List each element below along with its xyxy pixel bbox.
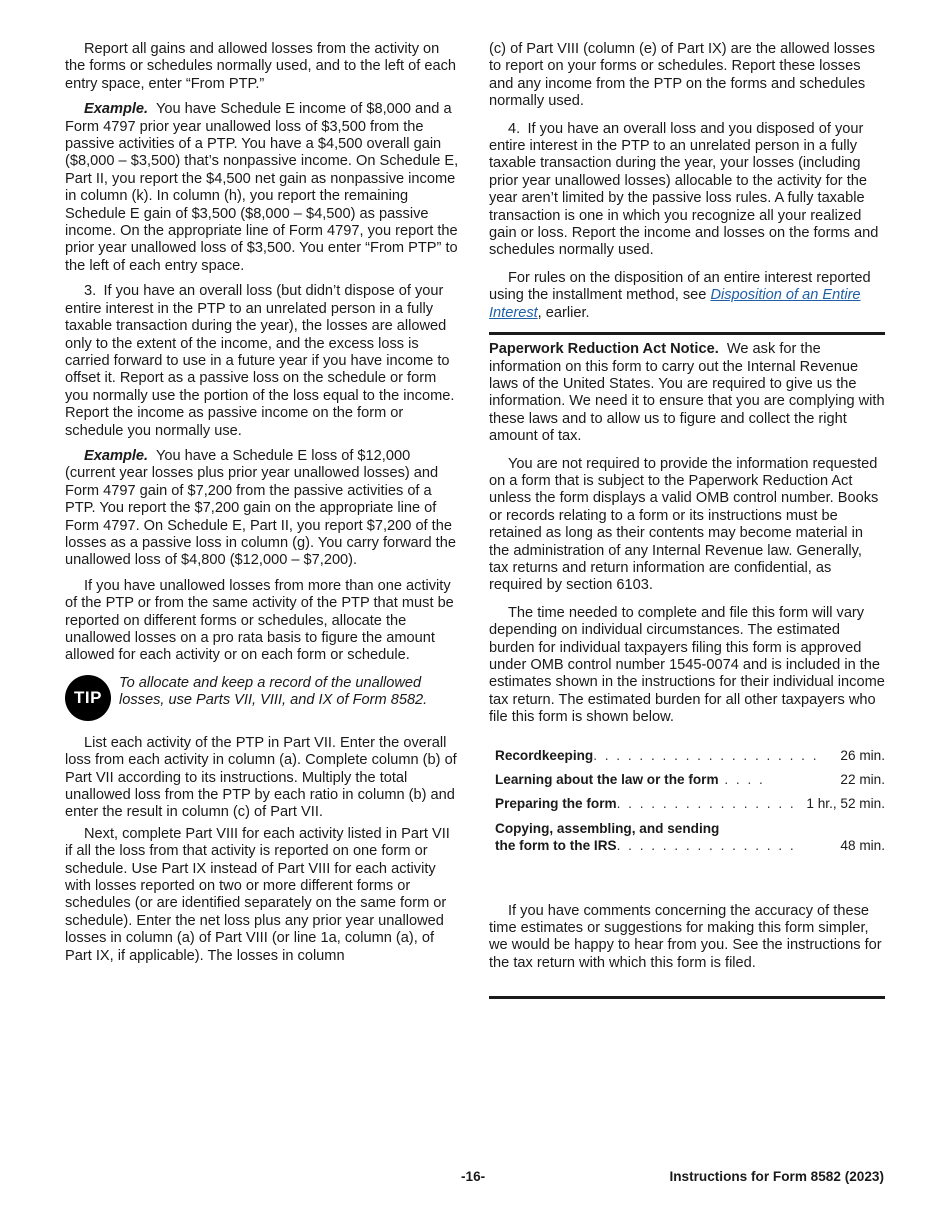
paragraph-unallowed-losses: If you have unallowed losses from more than one activity of the PTP or from the same activity of the PTP that must be reported on different forms or schedules, allocate the unallowed losses on a pro rata basis to figure the amount allowed for each activity or on each form or schedule. (65, 577, 454, 664)
section-divider (489, 996, 885, 999)
right-column (489, 41, 885, 999)
example-paragraph-1 (65, 101, 461, 275)
burden-item: Preparing the form (495, 796, 617, 812)
burden-value: 1 hr., 52 min. (806, 796, 885, 812)
burden-item: Learning about the law or the form (495, 772, 719, 788)
paragraph-allowed-losses: (c) of Part VIII (column (e) of Part IX) are the allowed losses to report on your forms or schedules. Report these losses and any income from the PTP on the forms and schedules normally used. (489, 41, 876, 110)
example-paragraph-2 (65, 448, 461, 570)
paragraph-disposed-interest: 4. If you have an overall loss and you disposed of your entire interest in the PTP to an unrelated person in a fully taxable transaction during the year, your losses (including prior year unallowed losses) allocable to the activity for the year aren’t limited by the passive loss rules. A fully taxable transaction is one in which you recognize all your realized gain or loss. Report the income and losses on the forms and schedules normally used. (489, 120, 879, 259)
paragraph-complete-part-viii: Next, complete Part VIII for each activity listed in Part VII if all the loss from that activity is reported on one form or schedule. Use Part IX instead of Part VIII for each activity with losses reported on two or more different forms or schedules (or are identified separately on the same form or schedule). Enter the net loss plus any prior year unallowed losses in column (a) of Part VIII (or line 1a, column (a), of Part IX, if applicable). The losses in column (65, 825, 450, 964)
burden-item: Recordkeeping (495, 747, 594, 763)
pra-heading: Paperwork Reduction Act Notice. (489, 341, 719, 358)
paragraph-time-needed: The time needed to complete and file this form will vary depending on individual circumstances. The estimated burden for individual taxpayers filing this form is approved under OMB control number 1545-0074 and is included in the estimates shown in the instructions for their individual income tax return. The estimated burden for all other taxpayers who file this form is shown below. (489, 604, 885, 726)
tip-box (65, 675, 461, 721)
paragraph-report-gains: Report all gains and allowed losses from the activity on the forms or schedules normally used, and to the left of each entry space, enter “From PTP.” (65, 41, 457, 92)
burden-value: 22 min. (840, 772, 885, 788)
paragraph-list-activity: List each activity of the PTP in Part VII. Enter the overall loss from each activity in column (a). Complete column (b) of Part VII according to its instructions. Multiply the total unallowed loss from the PTP by each ratio in column (b) and enter the result in column (c) of Part VII. (65, 734, 457, 821)
table-row: Preparing the form. . . . . . . . . . . . . . . . 1 hr., 52 min. (495, 796, 885, 812)
paragraph-omb-requirement: You are not required to provide the information requested on a form that is subject to the Paperwork Reduction Act unless the form displays a valid OMB control number. Books or records relating to a form or its instructions must be retained as long as their contents may become material in the administration of any Internal Revenue law. Generally, tax returns and return information are confidential, as required by section 6103. (489, 455, 879, 594)
document-title: Instructions for Form 8582 (2023) (669, 1169, 884, 1184)
table-row: Copying, assembling, and sending the form to the IRS. . . . . . . . . . . . . . . . 48 min. (495, 820, 885, 854)
example-text: You have Schedule E income of $8,000 and a Form 4797 prior year unallowed loss of $3,500 from the passive activities of a PTP. You have a $4,500 overall gain ($8,000 – $3,500) that’s nonpassive income. On Schedule E, Part II, you report the $4,500 net gain as nonpassive income in column (k). In column (h), you report the remaining Schedule E gain of $3,500 ($8,000 – $4,500) as passive income. On the appropriate line of Form 4797, you report the prior year unallowed loss of $3,500. You enter “From PTP” to the left of each entry space. (65, 101, 459, 274)
page-number: -16- (461, 1169, 486, 1184)
burden-item: the form to the IRS (495, 838, 617, 854)
example-label: Example. (84, 101, 149, 118)
table-row: Recordkeeping. . . . . . . . . . . . . . . . . . . . 26 min. (495, 747, 885, 763)
tip-text: To allocate and keep a record of the unallowed losses, use Parts VII, VIII, and IX of Form 8582. (119, 674, 428, 709)
tip-icon: TIP (65, 675, 111, 721)
paragraph-overall-loss: 3. If you have an overall loss (but didn’t dispose of your entire interest in the PTP to an unrelated person in a fully taxable transaction during the year), the losses are allowed only to the extent of the income, and the excess loss is carried forward to use in a future year if you have income to offset it. Report as a passive loss on the schedule or form you normally use the portion of the loss equal to the income. Report the income as passive income on the form or schedule you normally use. (65, 283, 455, 439)
paperwork-reduction-notice: Paperwork Reduction Act Notice. We ask for the information on this form to carry out the Internal Revenue laws of the United States. You are required to give us the information. We need it to ensure that you are complying with these laws and to allow us to figure and collect the right amount of tax. (489, 341, 885, 445)
paragraph-installment-method: For rules on the disposition of an entire interest reported using the installment method, see Disposition of an Entire Interest, earlier. (489, 269, 871, 321)
table-row: Learning about the law or the form . . . . 22 min. (495, 772, 885, 788)
disposition-link[interactable]: Disposition of an Entire Interest (489, 287, 861, 321)
example-label: Example. (84, 447, 149, 464)
left-column (65, 41, 461, 973)
paragraph-comments: If you have comments concerning the accuracy of these time estimates or suggestions for making this form simpler, we would be happy to hear from you. See the instructions for the tax return with which this form is filed. (489, 902, 882, 971)
burden-value: 26 min. (840, 747, 885, 763)
burden-value: 48 min. (840, 838, 885, 854)
section-divider (489, 332, 885, 335)
burden-item: Copying, assembling, and sending (495, 820, 720, 836)
example-text: You have a Schedule E loss of $12,000 (current year losses plus prior year unallowed losses) and Form 4797 gain of $7,200 from the passive activities of a PTP. You report the $7,200 gain on the appropriate line of Form 4797. On Schedule E, Part II, you report $7,200 of the losses as a passive loss in column (g). You carry forward the unallowed loss of $4,800 ($12,000 – $7,200). (65, 447, 456, 569)
burden-table (495, 747, 885, 855)
